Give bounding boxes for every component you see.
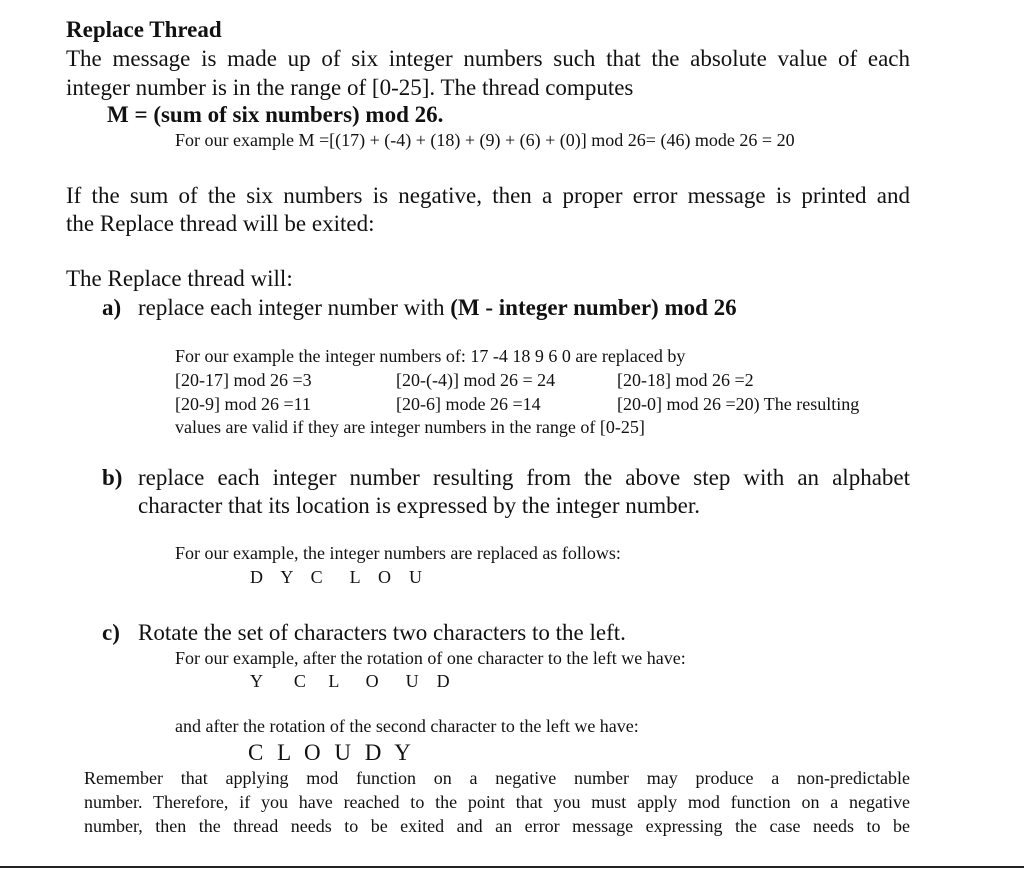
step-c-example-1: For our example, after the rotation of one character to the left we have: <box>175 648 686 668</box>
step-a-example-intro: For our example the integer numbers of: 17 -4 18 9 6 0 are replaced by <box>175 346 686 366</box>
page-bottom-rule <box>0 866 1024 868</box>
negative-note-line-2: the Replace thread will be exited: <box>66 211 375 236</box>
formula-example: For our example M =[(17) + (-4) + (18) + (9) + (6) + (0)] mod 26= (46) mode 26 = 20 <box>175 130 795 150</box>
section-title: Replace Thread <box>66 17 222 42</box>
calc-cell: [20-9] mod 26 =11 <box>175 394 311 414</box>
letters-result: D Y C L O U <box>250 567 422 587</box>
step-a-closing: values are valid if they are integer numbers in the range of [0-25] <box>175 417 645 437</box>
remember-line-2: number. Therefore, if you have reached to the point that you must apply mod function on a negative <box>84 792 910 812</box>
intro-line-1: The message is made up of six integer numbers such that the absolute value of each <box>66 46 910 71</box>
calc-cell: [20-18] mod 26 =2 <box>617 370 754 390</box>
calc-cell: [20-17] mod 26 =3 <box>175 370 312 390</box>
step-c-marker: c) <box>102 620 120 645</box>
step-a-text <box>138 296 737 319</box>
step-b-marker: b) <box>102 465 123 490</box>
step-a-text-plain: replace each integer number with <box>138 295 451 320</box>
step-c-text: Rotate the set of characters two characters to the left. <box>138 620 626 645</box>
step-c-example-2: and after the rotation of the second character to the left we have: <box>175 716 639 736</box>
remember-line-3: number, then the thread needs to be exited and an error message expressing the case needs to be <box>84 816 910 836</box>
remember-line-1: Remember that applying mod function on a negative number may produce a non-predictable <box>84 768 910 788</box>
calc-cell: [20-6] mode 26 =14 <box>396 394 541 414</box>
calc-cell: [20-(-4)] mod 26 = 24 <box>396 370 556 390</box>
letters-rotation-1: Y C L O U D <box>250 671 450 691</box>
step-b-line-2: character that its location is expressed by the integer number. <box>138 493 701 518</box>
step-a-marker: a) <box>102 295 122 320</box>
formula: M = (sum of six numbers) mod 26. <box>107 102 444 127</box>
letters-rotation-2: C L O U D Y <box>248 740 415 765</box>
negative-note-line-1: If the sum of the six numbers is negative, then a proper error message is printed and <box>66 183 910 208</box>
step-b-example-intro: For our example, the integer numbers are replaced as follows: <box>175 543 621 563</box>
calc-cell: [20-0] mod 26 =20) The resulting <box>617 394 860 414</box>
intro-line-2: integer number is in the range of [0-25]. The thread computes <box>66 75 634 100</box>
steps-intro: The Replace thread will: <box>66 266 293 291</box>
step-b-line-1: replace each integer number resulting from the above step with an alphabet <box>138 465 910 490</box>
step-a-text-bold: (M - integer number) mod 26 <box>450 295 737 320</box>
